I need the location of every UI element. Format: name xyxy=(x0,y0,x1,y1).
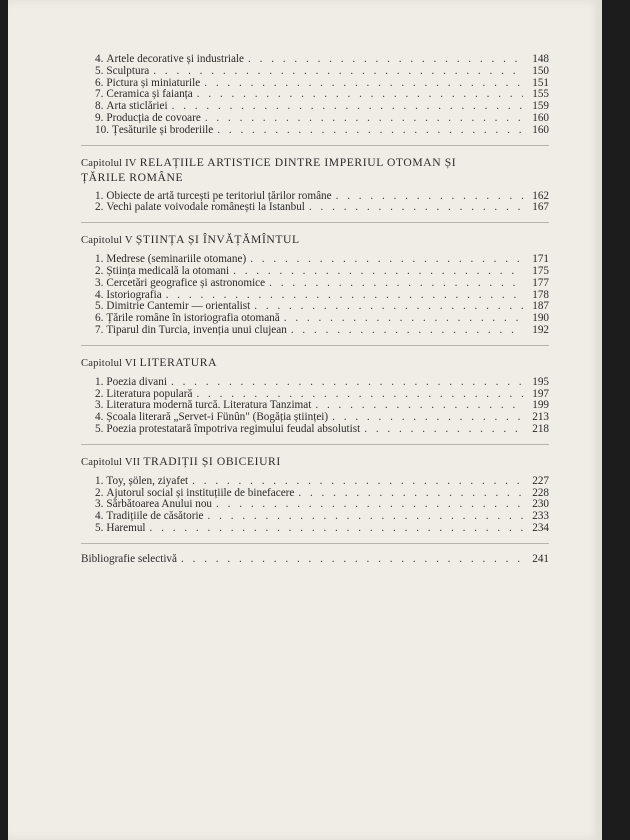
leader-dots xyxy=(150,523,523,535)
toc-entry-label: Ajutorul social și instituțiile de binefacere xyxy=(106,486,295,499)
toc-entry-label: Sărbătoarea Anului nou xyxy=(106,498,213,511)
toc-entry-label: Producția de covoare xyxy=(106,111,201,124)
chapter-prefix: Capitolul VII xyxy=(81,456,141,468)
toc-entry-label: Știința medicală la otomani xyxy=(106,264,230,277)
toc-entry-page: 148 xyxy=(532,53,549,65)
leader-dots xyxy=(254,301,523,313)
toc-entry xyxy=(81,476,549,488)
chapter-prefix: Capitolul V xyxy=(81,235,133,247)
toc-entry-number: 3. xyxy=(95,399,104,412)
toc-group-chapter5 xyxy=(81,254,549,337)
toc-entry-number: 6. xyxy=(95,76,104,89)
divider xyxy=(81,145,549,146)
leader-dots xyxy=(315,400,523,412)
toc-entry-page: 159 xyxy=(532,100,549,113)
leader-dots xyxy=(216,499,523,511)
toc-entry-page: 218 xyxy=(532,422,549,435)
leader-dots xyxy=(233,266,523,278)
leader-dots xyxy=(192,476,523,488)
toc-entry xyxy=(81,424,549,436)
leader-dots xyxy=(181,554,523,566)
toc-entry-page: 178 xyxy=(532,288,549,301)
toc-entry-label: Țesăturile și broderiile xyxy=(111,123,214,136)
toc-entry-page: 192 xyxy=(532,323,549,336)
toc-entry xyxy=(81,377,549,389)
toc-entry-page: 167 xyxy=(532,201,549,214)
toc-entry-number: 5. xyxy=(95,64,104,77)
leader-dots xyxy=(309,202,523,214)
toc-entry-label: Tiparul din Turcia, invenția unui clujean xyxy=(106,323,287,336)
leader-dots xyxy=(291,325,523,337)
chapter-title-line1: RELAȚIILE ARTISTICE DINTRE IMPERIUL OTOMAN ȘI xyxy=(139,155,457,169)
toc-entry-page: 187 xyxy=(532,300,549,313)
toc-entry xyxy=(81,113,549,125)
book-page xyxy=(8,0,602,840)
chapter-title-line2: ȚĂRILE ROMÂNE xyxy=(81,170,184,184)
toc-entry-label: Literatura populară xyxy=(106,387,193,400)
toc-group-chapter6 xyxy=(81,377,549,436)
toc-entry-label: Obiecte de artă turcești pe teritoriul țărilor române xyxy=(106,189,332,202)
toc-entry-number: 4. xyxy=(95,411,104,424)
toc-entry-page: 151 xyxy=(532,76,549,89)
toc-entry-page: 160 xyxy=(532,123,549,136)
divider xyxy=(81,543,549,544)
toc-entry xyxy=(81,66,549,78)
toc-entry-page: 213 xyxy=(532,411,549,424)
toc-entry-page: 234 xyxy=(532,521,549,534)
toc-entry-number: 5. xyxy=(95,422,104,435)
leader-dots xyxy=(208,511,523,523)
leader-dots xyxy=(284,313,523,325)
toc-entry-page: 228 xyxy=(532,486,549,499)
toc-entry-number: 1. xyxy=(95,474,104,487)
toc-entry-number: 5. xyxy=(95,521,104,534)
toc-entry xyxy=(81,278,549,290)
toc-entry-number: 4. xyxy=(95,510,104,523)
toc-entry-label: Medrese (seminariile otomane) xyxy=(106,253,247,266)
leader-dots xyxy=(332,412,523,424)
toc-group-chapter4 xyxy=(81,191,549,215)
leader-dots xyxy=(248,54,523,66)
leader-dots xyxy=(217,125,523,137)
toc-entry-page: 227 xyxy=(532,474,549,487)
chapter-prefix: Capitolul VI xyxy=(81,357,137,369)
toc-entry-number: 2. xyxy=(95,201,104,214)
toc-entry-label: Haremul xyxy=(106,521,146,534)
leader-dots xyxy=(204,78,523,90)
toc-entry-page: 177 xyxy=(532,276,549,289)
toc-entry-page: 160 xyxy=(532,111,549,124)
toc-entry-page: 162 xyxy=(532,189,549,202)
toc-entry-label: Bibliografie selectivă xyxy=(81,552,177,565)
toc-entry-label: Arta sticlăriei xyxy=(106,100,168,113)
divider xyxy=(81,222,549,223)
toc-entry-label: Poezia protestatară împotriva regimului feudal absolutist xyxy=(106,422,361,435)
toc-entry-number: 7. xyxy=(95,323,104,336)
toc-entry-page: 190 xyxy=(532,312,549,325)
chapter-prefix: Capitolul IV xyxy=(81,157,137,169)
toc-entry xyxy=(81,125,549,137)
leader-dots xyxy=(205,113,523,125)
chapter-heading-4 xyxy=(81,156,549,185)
toc-entry-number: 10. xyxy=(95,123,109,136)
toc-entry-number: 8. xyxy=(95,100,104,113)
toc-entry-label: Dimitrie Cantemir — orientalist xyxy=(106,300,251,313)
toc-entry-number: 5. xyxy=(95,300,104,313)
toc-entry-label: Țările române în istoriografia otomană xyxy=(106,312,280,325)
toc-entry-number: 1. xyxy=(95,253,104,266)
toc-entry-page: 175 xyxy=(532,264,549,277)
leader-dots xyxy=(364,424,523,436)
leader-dots xyxy=(269,278,523,290)
chapter-heading-6 xyxy=(81,356,549,371)
toc-group-chapter7 xyxy=(81,476,549,535)
toc-entry-label: Toy, șölen, ziyafet xyxy=(106,474,189,487)
toc-entry-page: 230 xyxy=(532,498,549,511)
leader-dots xyxy=(197,89,523,101)
leader-dots xyxy=(171,377,523,389)
divider xyxy=(81,345,549,346)
toc-entry-label: Sculptura xyxy=(106,64,150,77)
toc-entry-page: 199 xyxy=(532,399,549,412)
toc-entry-label: Pictura și miniaturile xyxy=(106,76,201,89)
toc-entry-number: 2. xyxy=(95,486,104,499)
toc-entry-number: 1. xyxy=(95,375,104,388)
toc-entry-page: 155 xyxy=(532,88,549,101)
toc-entry-page: 197 xyxy=(532,387,549,400)
toc-entry-page: 233 xyxy=(532,510,549,523)
faint-colophon xyxy=(328,660,498,730)
table-of-contents xyxy=(81,52,549,566)
toc-entry xyxy=(81,54,549,66)
toc-entry-number: 1. xyxy=(95,189,104,202)
toc-entry-number: 4. xyxy=(95,288,104,301)
chapter-heading-5 xyxy=(81,233,549,248)
chapter-title: TRADIȚII ȘI OBICEIURI xyxy=(143,454,281,468)
toc-entry xyxy=(81,511,549,523)
leader-dots xyxy=(153,66,523,78)
toc-entry-label: Ceramica și faianța xyxy=(106,88,193,101)
toc-entry-page: 150 xyxy=(532,64,549,77)
toc-entry-number: 9. xyxy=(95,111,104,124)
chapter-title: ȘTIINȚA ȘI ÎNVĂȚĂMÎNTUL xyxy=(135,233,300,247)
toc-entry-number: 3. xyxy=(95,498,104,511)
toc-group-chapter3-continued xyxy=(81,54,549,137)
toc-entry-label: Artele decorative și industriale xyxy=(106,53,245,65)
leader-dots xyxy=(172,101,523,113)
leader-dots xyxy=(336,191,523,203)
toc-entry-label: Cercetări geografice și astronomice xyxy=(106,276,266,289)
toc-entry-page: 195 xyxy=(532,375,549,388)
chapter-heading-7 xyxy=(81,455,549,470)
toc-entry-label: Tradițiile de căsătorie xyxy=(106,510,204,523)
divider xyxy=(81,444,549,445)
toc-entry-page: 241 xyxy=(532,552,549,565)
toc-entry-label: Școala literară „Servet-i Fünûn" (Bogăția științei) xyxy=(106,411,329,424)
toc-entry-number: 4. xyxy=(95,53,104,65)
toc-entry-number: 6. xyxy=(95,312,104,325)
toc-entry xyxy=(81,523,549,535)
toc-entry-number: 7. xyxy=(95,88,104,101)
toc-entry xyxy=(81,325,549,337)
toc-entry xyxy=(81,202,549,214)
toc-entry-label: Poezia divani xyxy=(106,375,167,388)
toc-entry-number: 2. xyxy=(95,264,104,277)
toc-entry-page: 171 xyxy=(532,253,549,266)
chapter-title: LITERATURA xyxy=(139,355,218,369)
toc-entry-label: Istoriografia xyxy=(106,288,162,301)
leader-dots xyxy=(250,254,523,266)
toc-entry-number: 2. xyxy=(95,387,104,400)
toc-entry-number: 3. xyxy=(95,276,104,289)
toc-entry xyxy=(81,266,549,278)
toc-entry-label: Vechi palate voivodale românești la Istanbul xyxy=(106,201,305,214)
leader-dots xyxy=(298,488,523,500)
toc-entry-label: Literatura modernă turcă. Literatura Tanzimat xyxy=(106,399,312,412)
toc-entry-bibliography xyxy=(81,554,549,566)
